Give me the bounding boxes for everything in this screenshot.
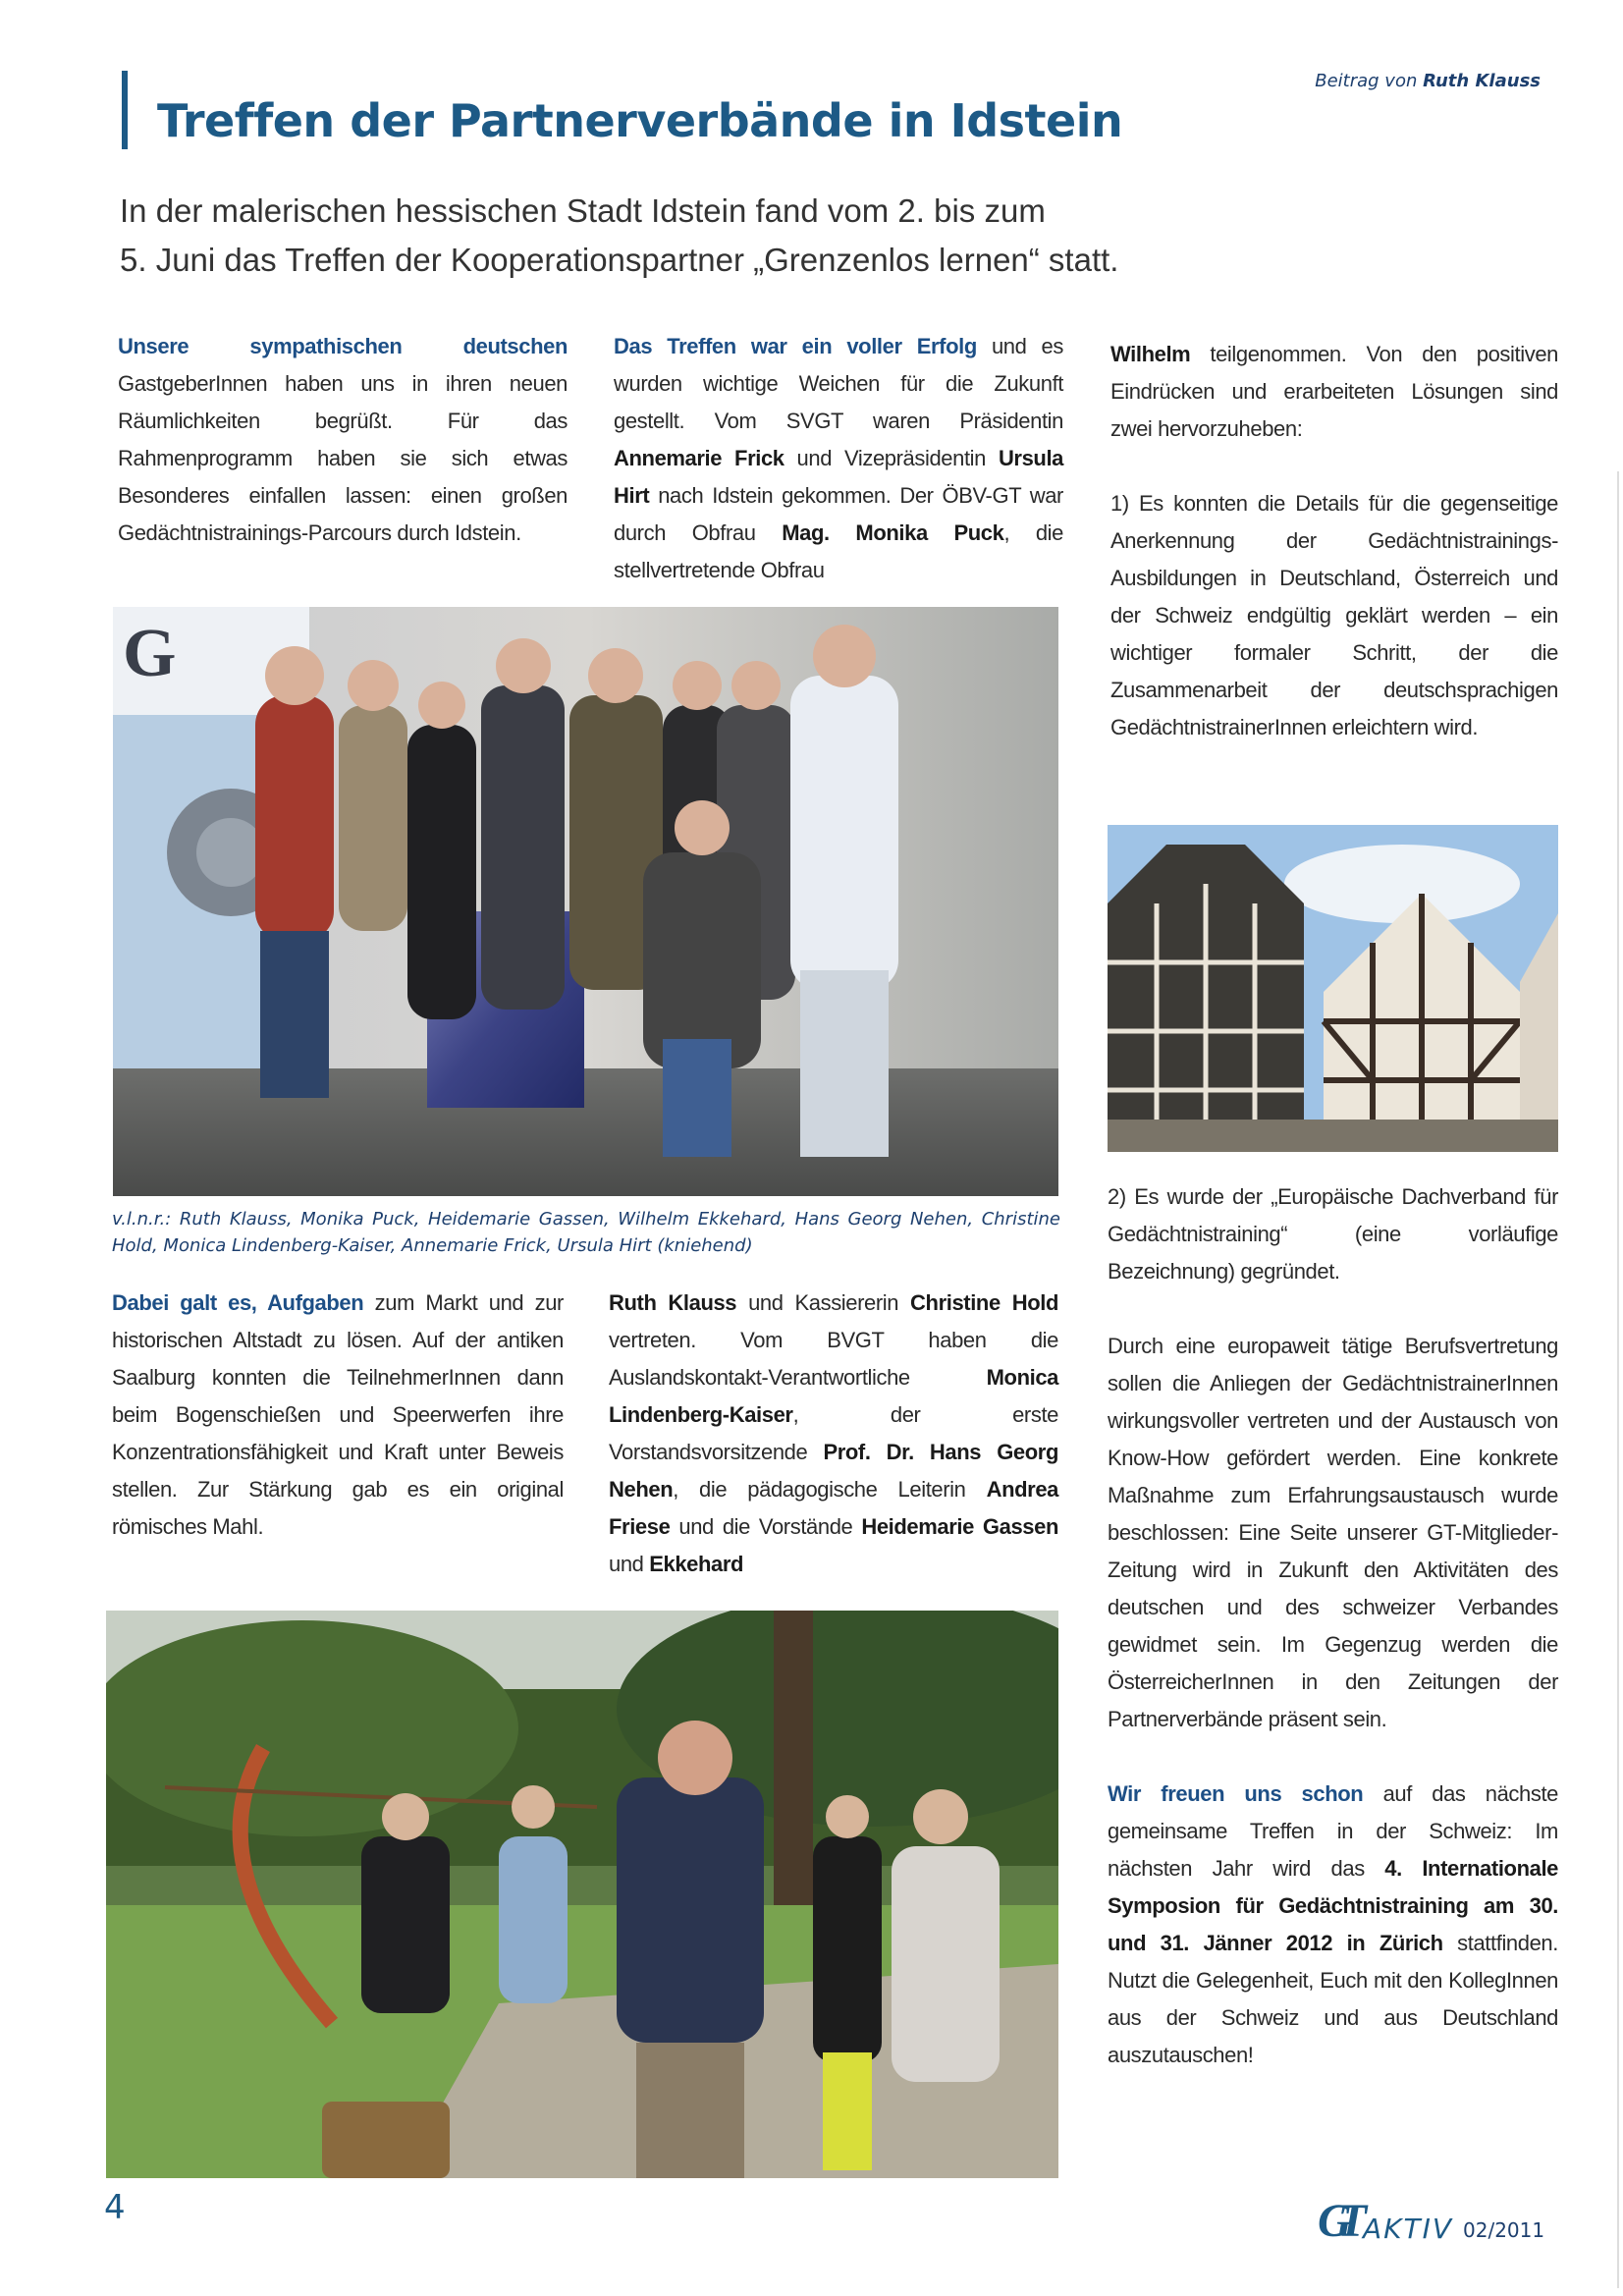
lead-in-text: Unsere sympathischen deutschen <box>118 334 568 358</box>
body-text: teilgenommen. Von den positiven Eindrücken und erarbeiteten Lösungen sind zwei hervorzuheben: <box>1110 342 1558 441</box>
paragraph <box>1108 1776 1558 2074</box>
body-text: und die Vorstände <box>670 1514 862 1539</box>
body-text: 1) Es konnten die Details für die gegenseitige Anerkennung der Gedächtnistrainings-Ausbildungen in Deutschland, Österreich und der Schweiz endgültig geklärt werden – ein wichtiger formaler Schritt, der die Zusammenarbeit der deutschsprachigen GedächtnistrainerInnen erleichtern wird. <box>1110 491 1558 739</box>
body-text: Durch eine europaweit tätige Berufsvertretung sollen die Anliegen der GedächtnistrainerInnen wirkungsvoller vertreten und der Austausch von Know-How gefördert werden. Eine konkrete Maßnahme zum Erfahrungsaustausch wurde beschlossen: Eine Seite unserer GT-Mitglieder-Zeitung wird in Zukunft den Aktivitäten des deutschen und des schweizer Verbandes gewidmet sein. Im Gegenzug werden die ÖsterreicherInnen in den Zeitungen der Partnerverbände präsent sein. <box>1108 1334 1558 1731</box>
bold-name: Heidemarie Gassen <box>861 1514 1058 1539</box>
paragraph <box>614 328 1063 589</box>
column-2-top <box>614 328 1063 589</box>
body-text: , der erste Vorstandsvorsitzende <box>609 1402 1058 1464</box>
lead-in-text: Dabei galt es, Aufgaben <box>112 1290 364 1315</box>
photo-caption: v.l.n.r.: Ruth Klauss, Monika Puck, Heidemarie Gassen, Wilhelm Ekkehard, Hans Georg Nehen, Christine Hold, Monica Lindenberg-Kaiser, Annemarie Frick, Ursula Hirt (kniehend) <box>112 1209 1060 1256</box>
page-number: 4 <box>104 2188 126 2227</box>
title-accent-bar <box>122 71 128 149</box>
body-text: GastgeberInnen haben uns in ihren neuen Räumlichkeiten begrüßt. Für das Rahmenprogramm haben sie sich etwas Besonderes einfallen lassen: einen großen Gedächtnistrainings-Parcours durch Idstein. <box>118 371 568 545</box>
paragraph <box>1108 1328 1558 1738</box>
svg-text:G: G <box>123 616 177 691</box>
bold-name: 4. Internationale Symposion für Gedächtnistraining am 30. und 31. Jänner 2012 in Zürich <box>1108 1856 1558 1955</box>
body-text: 2) Es wurde der „Europäische Dachverband für Gedächtnistraining“ (eine vorläufige Bezeichnung) gegründet. <box>1108 1184 1558 1284</box>
bold-name: Andrea Friese <box>609 1477 1058 1539</box>
bold-name: Ruth Klauss <box>609 1290 737 1315</box>
group-photo <box>113 607 1058 1196</box>
page-title: Treffen der Partnerverbände in Idstein <box>157 94 1123 147</box>
body-text: und es wurden wichtige Weichen für die Zukunft gestellt. Vom SVGT waren Präsidentin <box>614 334 1063 433</box>
body-text: und Vizepräsidentin <box>784 446 999 470</box>
byline-prefix: Beitrag von <box>1315 71 1418 91</box>
paragraph <box>118 328 568 552</box>
body-text: stattfinden. Nutzt die Gelegenheit, Euch mit den KollegInnen aus der Schweiz und aus Deutschland auszutauschen! <box>1108 1931 1558 2067</box>
paragraph <box>112 1285 564 1546</box>
intro-line: In der malerischen hessischen Stadt Idstein fand vom 2. bis zum <box>120 192 1046 229</box>
issue-number: 02/2011 <box>1463 2218 1545 2242</box>
bold-name: Ekkehard <box>649 1552 744 1576</box>
column-1-bottom <box>112 1285 564 1546</box>
archery-photo <box>106 1611 1058 2178</box>
intro <box>120 187 1298 285</box>
byline <box>1315 71 1541 91</box>
bold-name: Christine Hold <box>910 1290 1058 1315</box>
lead-in-text: Das Treffen war ein voller Erfolg <box>614 334 977 358</box>
column-2-bottom <box>609 1285 1058 1583</box>
body-text: und <box>609 1552 650 1576</box>
body-text: nach Idstein gekommen. Der ÖBV-GT war durch Obfrau <box>614 483 1063 545</box>
logo-text: AKTIV <box>1362 2213 1454 2245</box>
gt-aktiv-logo <box>1318 2195 1545 2247</box>
body-text: und Kassiererin <box>736 1290 911 1315</box>
column-1-top <box>118 328 568 552</box>
bold-name: Annemarie Frick <box>614 446 784 470</box>
paragraph <box>1108 1178 1558 1290</box>
scan-edge <box>1617 471 1619 2288</box>
bold-name: Prof. Dr. Hans Georg Nehen <box>609 1440 1058 1502</box>
body-text: , die stellvertretende Obfrau <box>614 520 1063 582</box>
body-text: zum Markt und zur historischen Altstadt zu lösen. Auf der antiken Saalburg konnten die TeilnehmerInnen dann beim Bogenschießen und Speerwerfen ihre Konzentrationsfähigkeit und Kraft unter Beweis stellen. Zur Stärkung gab es ein original römisches Mahl. <box>112 1290 564 1539</box>
idstein-houses-photo <box>1108 825 1558 1152</box>
intro-line: 5. Juni das Treffen der Kooperationspartner „Grenzenlos lernen“ statt. <box>120 242 1119 278</box>
bold-name: Ursula Hirt <box>614 446 1064 508</box>
paragraph <box>1110 336 1558 448</box>
paragraph <box>609 1285 1058 1583</box>
lead-in-text: Wir freuen uns schon <box>1108 1781 1364 1806</box>
body-text: auf das nächste gemeinsame Treffen in der Schweiz: Im nächsten Jahr wird das <box>1108 1781 1559 1881</box>
body-text: vertreten. Vom BVGT haben die Auslandskontakt-Verantwortliche <box>609 1328 1058 1390</box>
bold-name: Mag. Monika Puck <box>782 520 1004 545</box>
byline-author: Ruth Klauss <box>1423 71 1541 91</box>
bold-name: Monica Lindenberg-Kaiser <box>609 1365 1058 1427</box>
paragraph <box>1110 485 1558 746</box>
logo-mark: GT <box>1318 2195 1353 2247</box>
body-text: , die pädagogische Leiterin <box>673 1477 987 1502</box>
bold-name: Wilhelm <box>1110 342 1191 366</box>
column-3-bottom <box>1108 1178 1558 2074</box>
column-3-top <box>1110 336 1558 746</box>
